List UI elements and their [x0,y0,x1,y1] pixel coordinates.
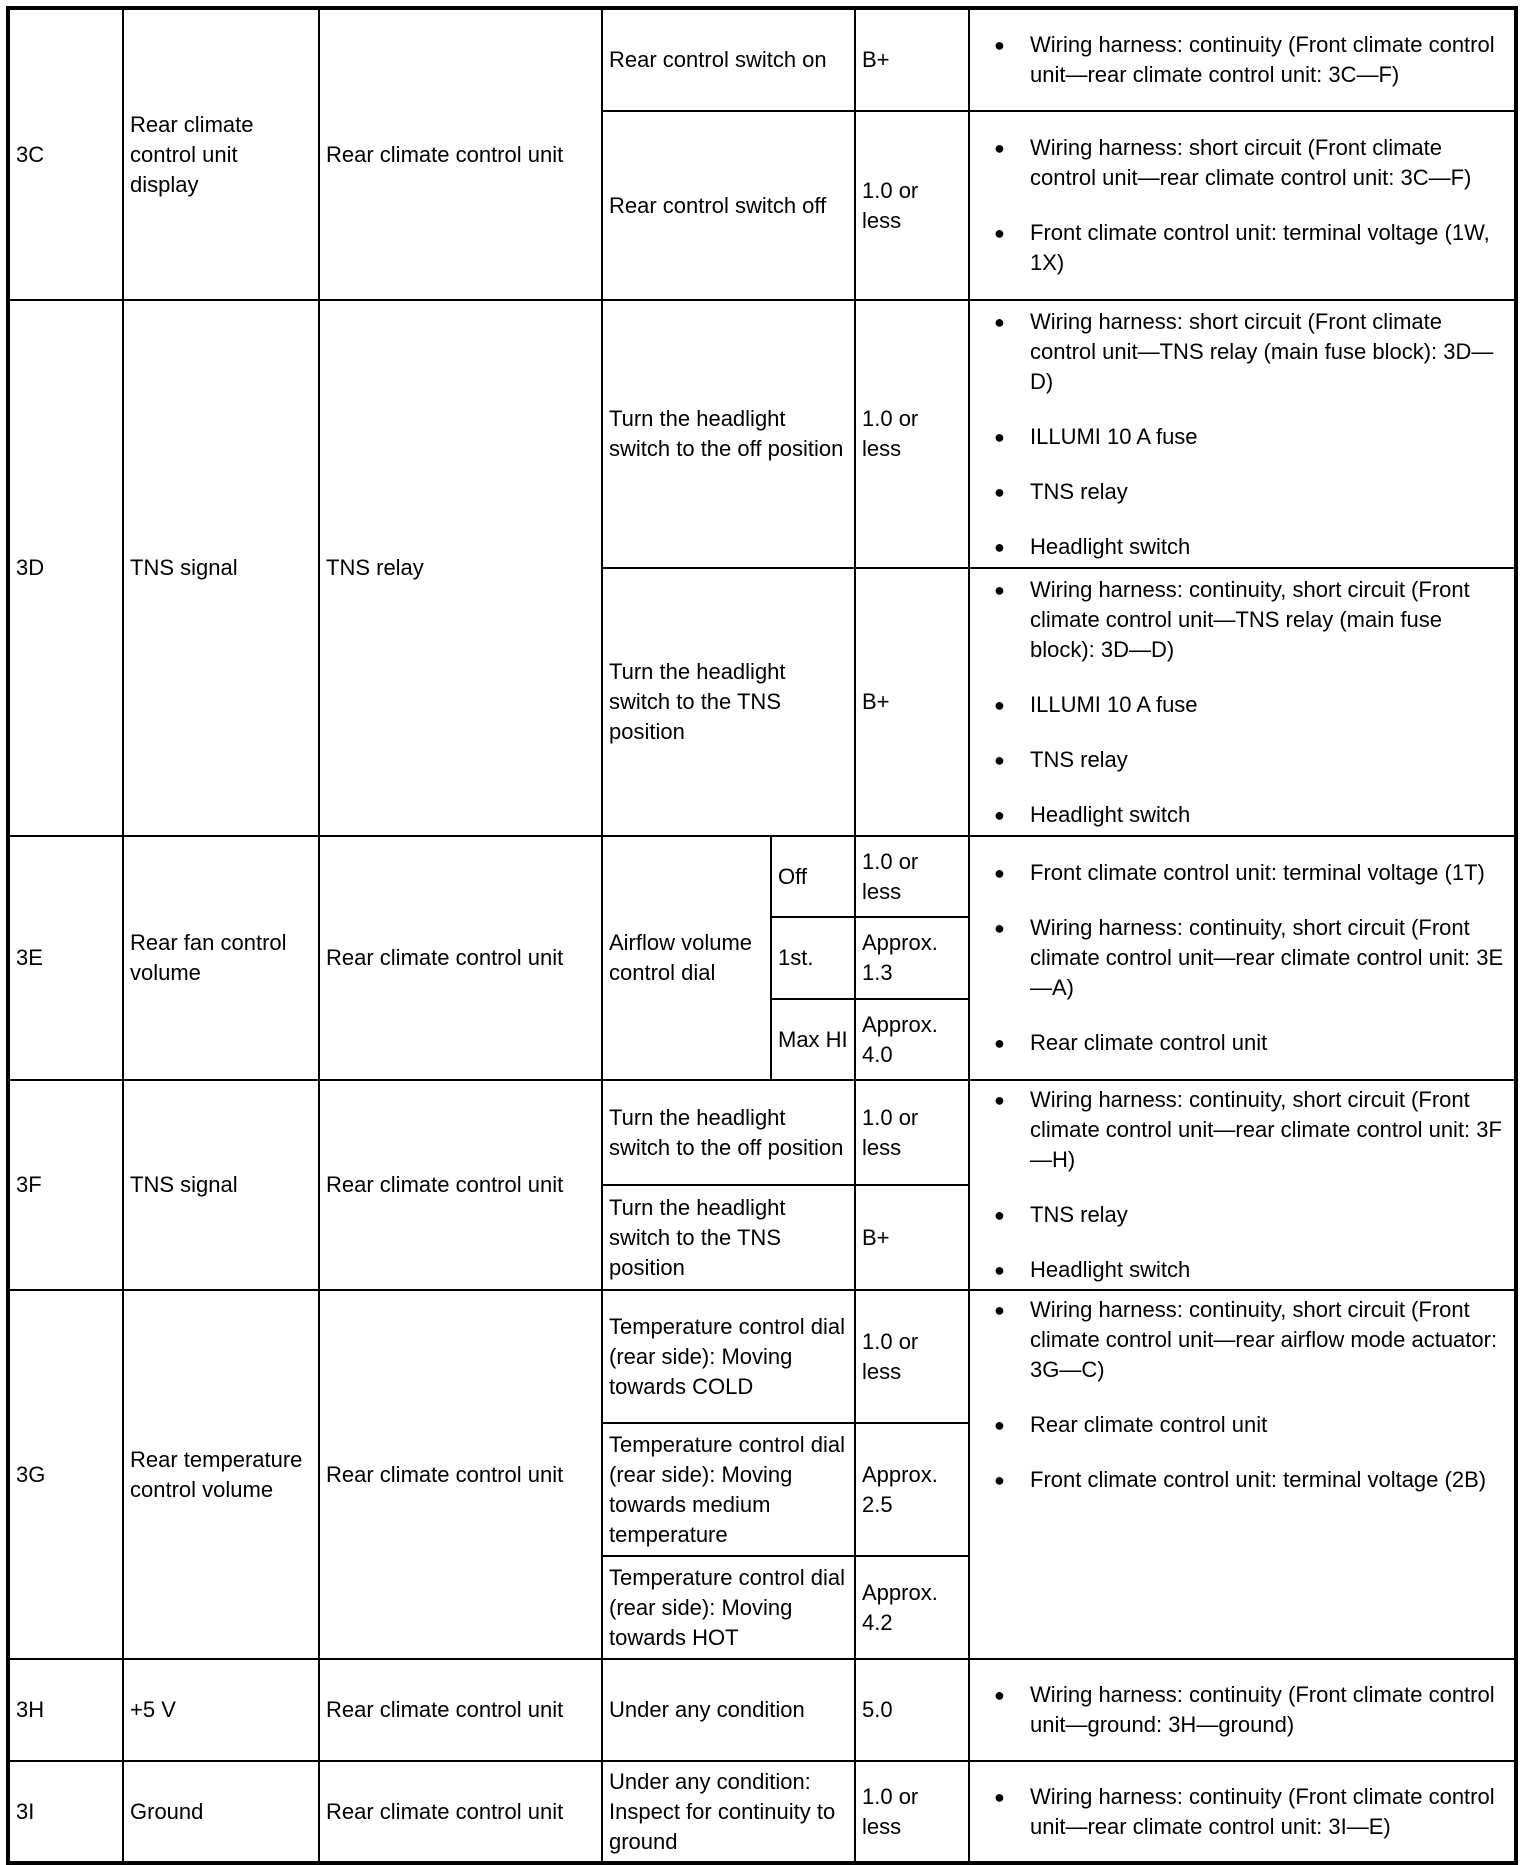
inspection-item: ● Front climate control unit: terminal voltage (2B) [1030,1465,1508,1495]
table-row [8,1080,1516,1185]
table-row [8,1290,1516,1423]
condition-cell: Temperature control dial (rear side): Moving towards medium temperature [602,1423,855,1556]
condition-cell: Turn the headlight switch to the off position [602,300,855,568]
voltage-cell: Approx. 4.0 [855,999,969,1080]
inspection-cell [969,1080,1516,1290]
inspection-item: ● Wiring harness: continuity, short circuit (Front climate control unit—TNS relay (main fuse block): 3D—D) [1030,575,1508,665]
voltage-cell: 1.0 or less [855,1290,969,1423]
position-cell: Off [771,836,855,917]
inspection-item: ● Headlight switch [1030,1255,1508,1285]
inspection-item: ● Rear climate control unit [1030,1028,1508,1058]
inspection-item: ● Rear climate control unit [1030,1410,1508,1440]
connected-to-cell: Rear climate control unit [319,1290,602,1659]
connected-to-cell: Rear climate control unit [319,1761,602,1863]
table-row [8,836,1516,917]
terminal-cell: 3E [8,836,123,1080]
voltage-cell: B+ [855,8,969,111]
inspection-item: ● Headlight switch [1030,800,1508,830]
voltage-cell: B+ [855,1185,969,1290]
inspection-cell [969,568,1516,836]
signal-name-cell: Rear fan control volume [123,836,319,1080]
condition-cell: Temperature control dial (rear side): Moving towards COLD [602,1290,855,1423]
terminal-cell: 3D [8,300,123,836]
inspection-item: ● Wiring harness: continuity (Front climate control unit—rear climate control unit: 3I—E) [1030,1782,1508,1842]
connected-to-cell: TNS relay [319,300,602,836]
voltage-cell: 1.0 or less [855,1761,969,1863]
condition-cell: Turn the headlight switch to the TNS position [602,1185,855,1290]
signal-name-cell: Rear climate control unit display [123,8,319,300]
condition-cell: Rear control switch on [602,8,855,111]
table-row [8,1761,1516,1863]
connected-to-cell: Rear climate control unit [319,836,602,1080]
position-cell: Max HI [771,999,855,1080]
inspection-item: ● Front climate control unit: terminal voltage (1T) [1030,858,1508,888]
condition-cell: Under any condition: Inspect for continuity to ground [602,1761,855,1863]
inspection-cell [969,8,1516,111]
voltage-cell: 5.0 [855,1659,969,1761]
voltage-cell: B+ [855,568,969,836]
signal-name-cell: Rear temperature control volume [123,1290,319,1659]
inspection-item: ● Wiring harness: continuity, short circuit (Front climate control unit—rear airflow mode actuator: 3G—C) [1030,1295,1508,1385]
terminal-cell: 3G [8,1290,123,1659]
terminal-voltage-table [6,6,1518,1865]
inspection-cell [969,300,1516,568]
terminal-cell: 3H [8,1659,123,1761]
inspection-item: ● TNS relay [1030,1200,1508,1230]
voltage-cell: 1.0 or less [855,111,969,300]
inspection-item: ● Wiring harness: continuity, short circuit (Front climate control unit—rear climate control unit: 3E—A) [1030,913,1508,1003]
inspection-item: ● ILLUMI 10 A fuse [1030,422,1508,452]
condition-cell: Airflow volume control dial [602,836,771,1080]
inspection-item: ● TNS relay [1030,477,1508,507]
inspection-item: ● ILLUMI 10 A fuse [1030,690,1508,720]
voltage-cell: Approx. 4.2 [855,1556,969,1659]
inspection-cell [969,1659,1516,1761]
inspection-cell [969,836,1516,1080]
connected-to-cell: Rear climate control unit [319,1080,602,1290]
voltage-cell: 1.0 or less [855,1080,969,1185]
inspection-item: ● Wiring harness: short circuit (Front climate control unit—TNS relay (main fuse block): 3D—D) [1030,307,1508,397]
connected-to-cell: Rear climate control unit [319,8,602,300]
condition-cell: Under any condition [602,1659,855,1761]
signal-name-cell: +5 V [123,1659,319,1761]
condition-cell: Turn the headlight switch to the TNS position [602,568,855,836]
voltage-cell: Approx. 2.5 [855,1423,969,1556]
terminal-cell: 3F [8,1080,123,1290]
inspection-item: ● Front climate control unit: terminal voltage (1W, 1X) [1030,218,1508,278]
inspection-item: ● Headlight switch [1030,532,1508,562]
inspection-cell [969,1290,1516,1659]
table-row [8,1659,1516,1761]
table-row [8,8,1516,111]
condition-cell: Turn the headlight switch to the off position [602,1080,855,1185]
voltage-cell: Approx. 1.3 [855,917,969,999]
inspection-item: ● Wiring harness: continuity (Front climate control unit—ground: 3H—ground) [1030,1680,1508,1740]
inspection-item: ● Wiring harness: short circuit (Front climate control unit—rear climate control unit: 3C—F) [1030,133,1508,193]
terminal-cell: 3I [8,1761,123,1863]
terminal-cell: 3C [8,8,123,300]
voltage-cell: 1.0 or less [855,300,969,568]
signal-name-cell: TNS signal [123,1080,319,1290]
connected-to-cell: Rear climate control unit [319,1659,602,1761]
signal-name-cell: Ground [123,1761,319,1863]
voltage-cell: 1.0 or less [855,836,969,917]
position-cell: 1st. [771,917,855,999]
condition-cell: Temperature control dial (rear side): Moving towards HOT [602,1556,855,1659]
inspection-cell [969,1761,1516,1863]
inspection-item: ● Wiring harness: continuity (Front climate control unit—rear climate control unit: 3C—F) [1030,30,1508,90]
inspection-cell [969,111,1516,300]
condition-cell: Rear control switch off [602,111,855,300]
inspection-item: ● Wiring harness: continuity, short circuit (Front climate control unit—rear climate control unit: 3F—H) [1030,1085,1508,1175]
inspection-item: ● TNS relay [1030,745,1508,775]
signal-name-cell: TNS signal [123,300,319,836]
table-row [8,300,1516,568]
